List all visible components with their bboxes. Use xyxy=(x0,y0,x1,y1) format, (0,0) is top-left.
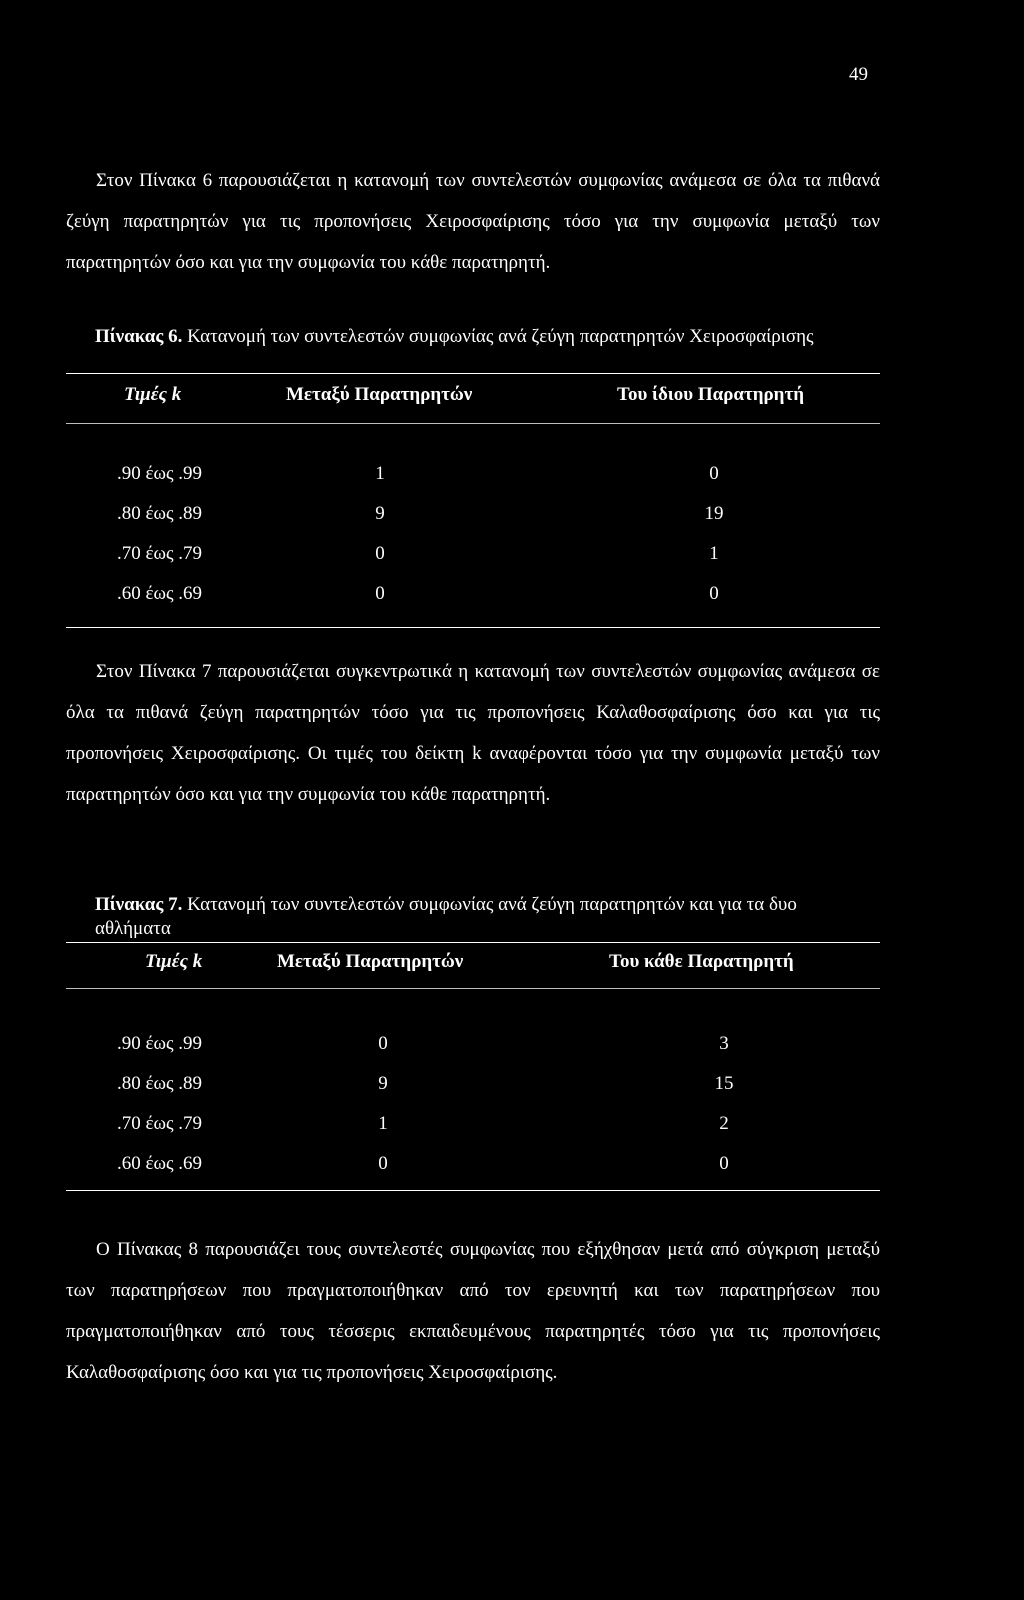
table-7-row-3-range: .70 έως .79 xyxy=(117,1113,203,1134)
table-6-row-3-same: 1 xyxy=(709,543,719,564)
table-6-row-2-same: 19 xyxy=(704,503,724,524)
table-6-row-3-between: 0 xyxy=(375,543,385,564)
table-6-header-same: Του ίδιου Παρατηρητή xyxy=(617,384,805,405)
table-6-row-3-range: .70 έως .79 xyxy=(117,543,203,564)
paragraph-intro-table-7: Στον Πίνακα 7 παρουσιάζεται συγκεντρωτικά η κατανομή των συντελεστών συμφωνίας ανάμεσα σε όλα τα πιθανά ζεύγη παρατηρητών τόσο για τις προπονήσεις Καλαθοσφαίρισης όσο και για τις προπονήσεις Χειροσφαίρισης. Οι τιμές του δείκτη k αναφέρονται τόσο για την συμφωνία μεταξύ των παρατηρητών όσο και για την συμφωνία του κάθε παρατηρητή. xyxy=(66,661,880,805)
table-6-header-k: Τιμές k xyxy=(124,384,182,405)
table-7-row-4-range: .60 έως .69 xyxy=(117,1153,203,1174)
table-6-caption-label: Πίνακας 6. xyxy=(95,326,183,347)
table-6-row-1-range: .90 έως .99 xyxy=(117,463,203,484)
table-7-caption-label: Πίνακας 7. xyxy=(95,894,183,915)
table-7-header-each: Του κάθε Παρατηρητή xyxy=(609,951,794,972)
table-7-caption xyxy=(95,893,865,941)
paragraph-intro-table-8: Ο Πίνακας 8 παρουσιάζει τους συντελεστές συμφωνίας που εξήχθησαν μετά από σύγκριση μεταξύ των παρατηρήσεων που πραγματοποιήθηκαν από τον ερευνητή και των παρατηρήσεων που πραγματοποιήθηκαν από τους τέσσερις εκπαιδευμένους παρατηρητές τόσο για τις προπονήσεις Καλαθοσφαίρισης όσο και για τις προπονήσεις Χειροσφαίρισης. xyxy=(66,1239,880,1383)
table-6-bottom-rule xyxy=(66,627,880,628)
table-6-header-rule xyxy=(66,423,880,424)
table-6-row-2-between: 9 xyxy=(375,503,385,524)
table-7-row-2-range: .80 έως .89 xyxy=(117,1073,203,1094)
table-6-row-1-between: 1 xyxy=(375,463,385,484)
table-7-row-2-each: 15 xyxy=(714,1073,734,1094)
table-6-caption-text: Κατανομή των συντελεστών συμφωνίας ανά ζεύγη παρατηρητών Χειροσφαίρισης xyxy=(187,326,814,347)
table-6-caption xyxy=(95,325,865,349)
table-7-bottom-rule xyxy=(66,1190,880,1191)
table-6-row-4-range: .60 έως .69 xyxy=(117,583,203,604)
table-7-row-2-between: 9 xyxy=(378,1073,388,1094)
table-6-row-4-same: 0 xyxy=(709,583,719,604)
table-7-row-4-between: 0 xyxy=(378,1153,388,1174)
table-7-row-1-range: .90 έως .99 xyxy=(117,1033,203,1054)
table-6-header-between: Μεταξύ Παρατηρητών xyxy=(286,384,473,405)
table-6-row-1-same: 0 xyxy=(709,463,719,484)
page-number: 49 xyxy=(849,64,868,85)
table-6-row-2-range: .80 έως .89 xyxy=(117,503,203,524)
table-7-row-1-between: 0 xyxy=(378,1033,388,1054)
table-7-row-1-each: 3 xyxy=(719,1033,729,1054)
paragraph-intro-table-6: Στον Πίνακα 6 παρουσιάζεται η κατανομή των συντελεστών συμφωνίας ανάμεσα σε όλα τα πιθανά ζεύγη παρατηρητών για τις προπονήσεις Χειροσφαίρισης τόσο για την συμφωνία μεταξύ των παρατηρητών όσο και για την συμφωνία του κάθε παρατηρητή. xyxy=(66,170,880,273)
table-7-top-rule xyxy=(66,942,880,943)
table-7-header-k: Τιμές k xyxy=(145,951,203,972)
table-7-row-3-between: 1 xyxy=(378,1113,388,1134)
table-6-top-rule xyxy=(66,373,880,374)
table-7-caption-text: Κατανομή των συντελεστών συμφωνίας ανά ζεύγη παρατηρητών και για τα δυο αθλήματα xyxy=(95,894,797,939)
table-7-row-3-each: 2 xyxy=(719,1113,729,1134)
table-7-header-between: Μεταξύ Παρατηρητών xyxy=(277,951,464,972)
table-7-header-rule xyxy=(66,988,880,989)
table-6-row-4-between: 0 xyxy=(375,583,385,604)
table-7-row-4-each: 0 xyxy=(719,1153,729,1174)
